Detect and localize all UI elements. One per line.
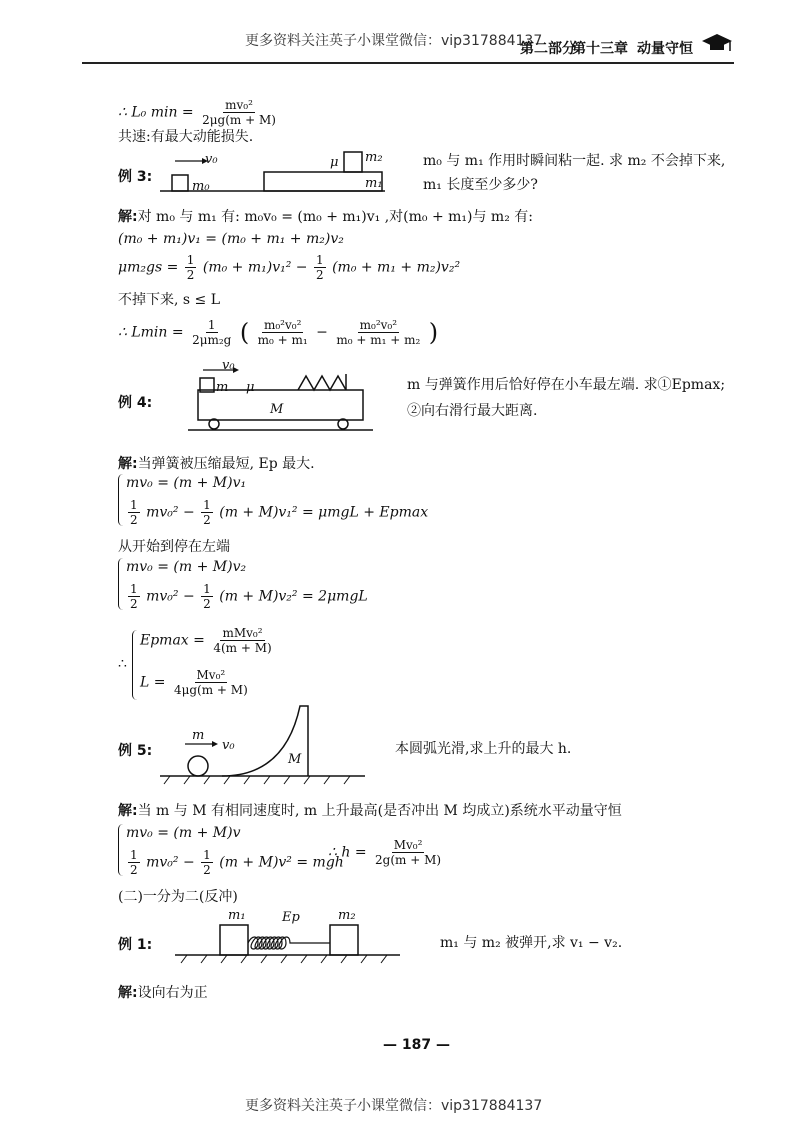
example-4-eq-2: $\frac{1}{2}$ mv₀² − $\frac{1}{2}$ (m + M)v₁² = μmgL + Epmax <box>130 498 429 527</box>
fig4-mu: μ <box>246 380 255 395</box>
fig4-M: M <box>270 402 284 417</box>
fig3-m0: m₀ <box>192 179 210 194</box>
example-4-result-ep: Epmax = $\frac{\text{mMv₀²}}{4(m + M)}$ <box>140 626 272 655</box>
graduation-cap-icon <box>700 32 734 54</box>
example-4-label: 例 4: <box>118 395 153 411</box>
page-number: — 187 — <box>383 1037 450 1053</box>
brace <box>118 474 123 526</box>
example-5-eq-1: mv₀ = (m + M)v <box>126 825 241 841</box>
fig5-v0: v₀ <box>222 738 235 753</box>
example-4-result-l: L = $\frac{\text{Mv₀²}}{4\mu g(m + M)}$ <box>140 668 248 697</box>
watermark-top: 更多资料关注英子小课堂微信：vip317884137 <box>245 33 543 49</box>
fig3-m2: m₂ <box>365 150 383 165</box>
fig1-ep: Ep <box>282 910 300 925</box>
example-4-figure <box>188 360 378 435</box>
fig4-v0: v₀ <box>222 358 235 373</box>
l0min-equation: ∴ L₀ min = $\frac{\text{mv₀²}}{2\mu g(m + M)}$ <box>118 98 276 127</box>
example-4-solution-1: 解:当弹簧被压缩最短, Ep 最大. <box>118 456 315 472</box>
watermark-bottom: 更多资料关注英子小课堂微信：vip317884137 <box>245 1098 543 1114</box>
example-3-question-1: m₀ 与 m₁ 作用时瞬间粘一起. 求 m₂ 不会掉下来, <box>423 153 726 169</box>
fig5-M: M <box>288 752 302 767</box>
example-1-label: 例 1: <box>118 937 153 953</box>
example-5-eq-2: $\frac{1}{2}$ mv₀² − $\frac{1}{2}$ (m + M)v² = mgh <box>130 848 344 877</box>
example-5-figure <box>160 700 370 790</box>
example-1-solution: 解:设向右为正 <box>118 985 208 1001</box>
example-5-result-h: ∴ h = $\frac{\text{Mv₀²}}{2g(m + M)}$ <box>328 838 442 867</box>
example-4-eq-3: mv₀ = (m + M)v₂ <box>126 559 247 575</box>
fig4-m: m <box>216 380 229 395</box>
brace <box>118 558 123 610</box>
fig3-mu: μ <box>330 155 339 170</box>
example-3-question-2: m₁ 长度至少多少? <box>423 177 538 193</box>
example-4-eq-1: mv₀ = (m + M)v₁ <box>126 475 247 491</box>
example-3-solution-1: 解:对 m₀ 与 m₁ 有: m₀v₀ = (m₀ + m₁)v₁ ,对(m₀ + m₁)与 m₂ 有: <box>118 209 533 225</box>
example-5-question: 本圆弧光滑,求上升的最大 h. <box>395 741 572 757</box>
fig3-m1: m₁ <box>365 176 383 191</box>
therefore-4: ∴ <box>118 656 127 672</box>
example-3-label: 例 3: <box>118 169 153 185</box>
example-3-solution-4: 不掉下来, s ≤ L <box>118 292 221 308</box>
brace <box>118 824 123 876</box>
brace <box>132 630 137 700</box>
example-5-label: 例 5: <box>118 743 153 759</box>
header-rule <box>82 62 734 64</box>
share-speed-note: 共速:有最大动能损失. <box>118 129 254 145</box>
example-4-question-1: m 与弹簧作用后恰好停在小车最左端. 求①Epmax; <box>407 377 726 393</box>
header-chapter: 第十三章 <box>572 41 628 57</box>
example-3-solution-3: μm₂gs = $\frac{1}{2}$ (m₀ + m₁)v₁² − $\frac{1}{2}$ (m₀ + m₁ + m₂)v₂² <box>118 253 461 282</box>
example-5-solution-1: 解:当 m 与 M 有相同速度时, m 上升最高(是否冲出 M 均成立)系统水平动量守恒 <box>118 803 622 819</box>
example-4-eq-4: $\frac{1}{2}$ mv₀² − $\frac{1}{2}$ (m + M)v₂² = 2μmgL <box>130 582 368 611</box>
fig1-m2: m₂ <box>338 908 356 923</box>
fig5-m: m <box>192 728 205 743</box>
example-4-solution-2: 从开始到停在左端 <box>118 539 230 555</box>
section-2-heading: (二)一分为二(反冲) <box>118 889 238 905</box>
header-title: 动量守恒 <box>637 41 693 57</box>
fig3-v0: v₀ <box>205 152 218 167</box>
fig1-m1: m₁ <box>228 908 246 923</box>
example-4-question-2: ②向右滑行最大距离. <box>407 403 538 419</box>
example-1-question: m₁ 与 m₂ 被弹开,求 v₁ − v₂. <box>440 935 623 951</box>
header-part: 第二部分 <box>520 41 576 57</box>
example-3-solution-5: ∴ Lmin = $\frac{1}{\text{2μm₂g}}$ ( $\frac{\text{m₀²v₀²}}{\text{m₀ + m₁}}$ − $\frac{\text{m₀²v₀²}}{\text{m₀ + m₁ + m₂}}$ ) <box>118 318 439 347</box>
example-3-solution-2: (m₀ + m₁)v₁ = (m₀ + m₁ + m₂)v₂ <box>118 231 344 247</box>
